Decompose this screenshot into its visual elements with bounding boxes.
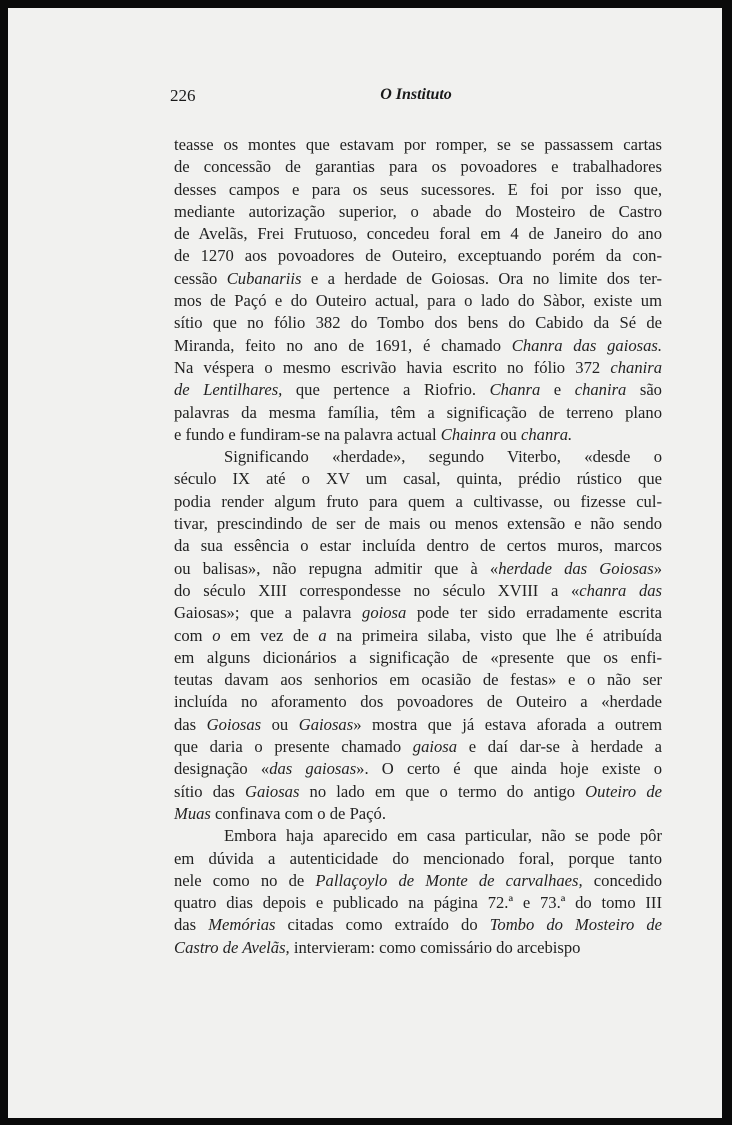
text-line: Castro de Avelãs, intervieram: como comissário do arcebispo: [174, 937, 581, 957]
text-line: quatro dias depois e publicado na página 72.ª e 73.ª do tomo III: [174, 893, 662, 913]
text-line: das Goiosas ou Gaiosas» mostra que já estava aforada a outrem: [174, 714, 662, 734]
text-line: século IX até o XV um casal, quinta, prédio rústico que: [174, 469, 662, 489]
body-text: [174, 134, 662, 959]
text-line: com o em vez de a na primeira silaba, visto que lhe é atribuída: [174, 625, 663, 645]
text-line: de 1270 aos povoadores de Outeiro, exceptuando porém da con-: [174, 246, 662, 266]
text-line: teutas davam aos senhorios em ocasião de festas» e o não ser: [174, 670, 662, 690]
text-line: em dúvida a autenticidade do mencionado foral, porque tanto: [174, 848, 662, 868]
text-line: Embora haja aparecido em casa particular, não se pode pôr: [224, 826, 662, 846]
text-line: e fundo e fundiram-se na palavra actual Chainra ou chanra.: [174, 424, 573, 444]
text-line: tivar, prescindindo de ser de mais ou menos extensão e não sendo: [174, 514, 662, 534]
text-line: em alguns dicionários a significação de «presente que os enfi-: [174, 647, 662, 667]
text-line: Miranda, feito no ano de 1691, é chamado Chanra das gaiosas.: [174, 335, 662, 355]
text-line: mos de Paçó e do Outeiro actual, para o lado do Sàbor, existe um: [174, 291, 662, 311]
text-line: que daria o presente chamado gaiosa e daí dar-se à herdade a: [174, 737, 662, 757]
text-line: Gaiosas»; que a palavra goiosa pode ter sido erradamente escrita: [174, 603, 663, 623]
text-line: mediante autorização superior, o abade do Mosteiro de Castro: [174, 201, 662, 221]
text-line: Muas confinava com o de Paçó.: [174, 803, 386, 823]
text-line: sítio das Gaiosas no lado em que o termo do antigo Outeiro de: [174, 781, 662, 801]
text-line: nele como no de Pallaçoylo de Monte de carvalhaes, concedido: [174, 870, 662, 890]
text-line: incluída no aforamento dos povoadores de Outeiro a «herdade: [174, 692, 662, 712]
paragraph: [174, 134, 662, 446]
text-line: de Avelãs, Frei Frutuoso, concedeu foral em 4 de Janeiro do ano: [174, 224, 662, 244]
text-line: ou balisas», não repugna admitir que à «herdade das Goiosas»: [174, 558, 662, 578]
paragraph: [174, 825, 662, 959]
text-line: do século XIII correspondesse no século XVIII a «chanra das: [174, 580, 663, 600]
text-line: Significando «herdade», segundo Viterbo, «desde o: [224, 447, 662, 467]
text-line: teasse os montes que estavam por romper, se se passassem cartas: [174, 135, 662, 154]
page-header: [170, 86, 662, 112]
text-line: de concessão de garantias para os povoadores e trabalhadores: [174, 157, 662, 177]
text-line: das Memórias citadas como extraído do Tombo do Mosteiro de: [174, 915, 662, 935]
text-line: de Lentilhares, que pertence a Riofrio. Chanra e chanira são: [174, 380, 662, 400]
text-line: podia render algum fruto para quem a cultivasse, ou fizesse cul-: [174, 491, 662, 511]
book-page: [8, 8, 722, 1118]
text-line: Na véspera o mesmo escrivão havia escrito no fólio 372 chanira: [174, 357, 662, 377]
paragraph: [174, 446, 662, 825]
text-line: cessão Cubanariis e a herdade de Goiosas. Ora no limite dos ter-: [174, 268, 662, 288]
text-line: desses campos e para os seus sucessores. E foi por isso que,: [174, 179, 662, 199]
page-number: 226: [170, 86, 196, 105]
text-line: designação «das gaiosas». O certo é que ainda hoje existe o: [174, 759, 663, 779]
running-title: O Instituto: [380, 86, 452, 103]
text-line: da sua essência o estar incluída dentro de certos muros, marcos: [174, 536, 662, 556]
text-line: palavras da mesma família, têm a significação de terreno plano: [174, 402, 662, 422]
text-line: sítio que no fólio 382 do Tombo dos bens do Cabido da Sé de: [174, 313, 662, 333]
